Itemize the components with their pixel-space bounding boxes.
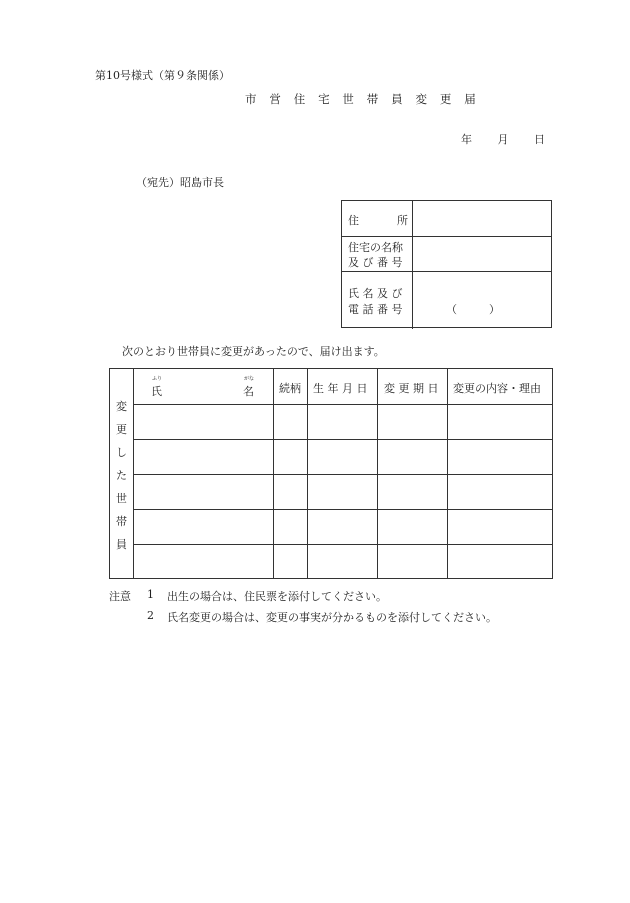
note-2-number: 2 (147, 609, 154, 622)
members-table (109, 368, 553, 579)
header-change-date: 変 更 期 日 (384, 382, 439, 395)
side-label-char: 更 (116, 423, 127, 436)
side-label-char: 変 (116, 400, 127, 413)
side-label-char: 帯 (116, 515, 127, 528)
phone-open-paren: （ (446, 303, 457, 316)
side-label-char: 世 (116, 492, 127, 505)
header-relationship: 続柄 (279, 382, 301, 395)
form-title: 市 営 住 宅 世 帯 員 変 更 届 (245, 92, 481, 106)
address-label: 住 所 (342, 201, 413, 236)
name-cell[interactable] (134, 475, 273, 509)
relationship-cell[interactable] (274, 405, 307, 439)
header-given-name: 名 (243, 385, 254, 398)
change-date-cell[interactable] (378, 545, 447, 579)
side-label-char: た (116, 469, 127, 482)
birthdate-cell[interactable] (308, 545, 377, 579)
housing-label: 住宅の名称 及 び 番 号 (342, 237, 413, 271)
name-cell[interactable] (134, 510, 273, 544)
relationship-cell[interactable] (274, 440, 307, 474)
name-phone-row (342, 272, 551, 329)
reason-cell[interactable] (448, 545, 553, 579)
reason-cell[interactable] (448, 440, 553, 474)
relationship-cell[interactable] (274, 475, 307, 509)
housing-row (342, 237, 551, 272)
header-change-reason: 変更の内容・理由 (453, 382, 541, 395)
addressee: （宛先）昭島市長 (136, 176, 224, 189)
form-number: 第10号様式（第９条関係） (95, 69, 230, 82)
reason-cell[interactable] (448, 405, 553, 439)
name-cell[interactable] (134, 545, 273, 579)
housing-field[interactable] (413, 237, 551, 271)
side-label-char: 員 (116, 538, 127, 551)
address-row (342, 201, 551, 237)
ruby-given: がな (244, 376, 255, 382)
applicant-box (341, 200, 552, 328)
note-1-number: 1 (147, 588, 154, 601)
birthdate-cell[interactable] (308, 440, 377, 474)
birthdate-cell[interactable] (308, 405, 377, 439)
date-month: 月 (497, 133, 509, 146)
date-day: 日 (534, 133, 545, 146)
relationship-cell[interactable] (274, 545, 307, 579)
birthdate-cell[interactable] (308, 475, 377, 509)
name-phone-label: 氏 名 及 び 電 話 番 号 (342, 272, 413, 329)
name-phone-field[interactable] (413, 272, 551, 329)
header-family-name: 氏 (151, 385, 162, 398)
change-date-cell[interactable] (378, 440, 447, 474)
birthdate-cell[interactable] (308, 510, 377, 544)
phone-close-paren: ） (489, 303, 500, 316)
notes-label: 注意 (109, 590, 131, 603)
date-line (461, 131, 545, 147)
side-label-char: し (116, 446, 127, 459)
note-1-text: 出生の場合は、住民票を添付してください。 (167, 590, 387, 603)
name-cell[interactable] (134, 440, 273, 474)
header-birthdate: 生 年 月 日 (313, 382, 368, 395)
statement: 次のとおり世帯員に変更があったので、届け出ます。 (122, 345, 385, 358)
reason-cell[interactable] (448, 510, 553, 544)
ruby-family: ふり (152, 376, 163, 382)
change-date-cell[interactable] (378, 475, 447, 509)
change-date-cell[interactable] (378, 405, 447, 439)
name-cell[interactable] (134, 405, 273, 439)
note-2-text: 氏名変更の場合は、変更の事実が分かるものを添付してください。 (167, 611, 497, 624)
change-date-cell[interactable] (378, 510, 447, 544)
address-field[interactable] (413, 201, 551, 236)
relationship-cell[interactable] (274, 510, 307, 544)
date-year: 年 (461, 133, 472, 146)
reason-cell[interactable] (448, 475, 553, 509)
